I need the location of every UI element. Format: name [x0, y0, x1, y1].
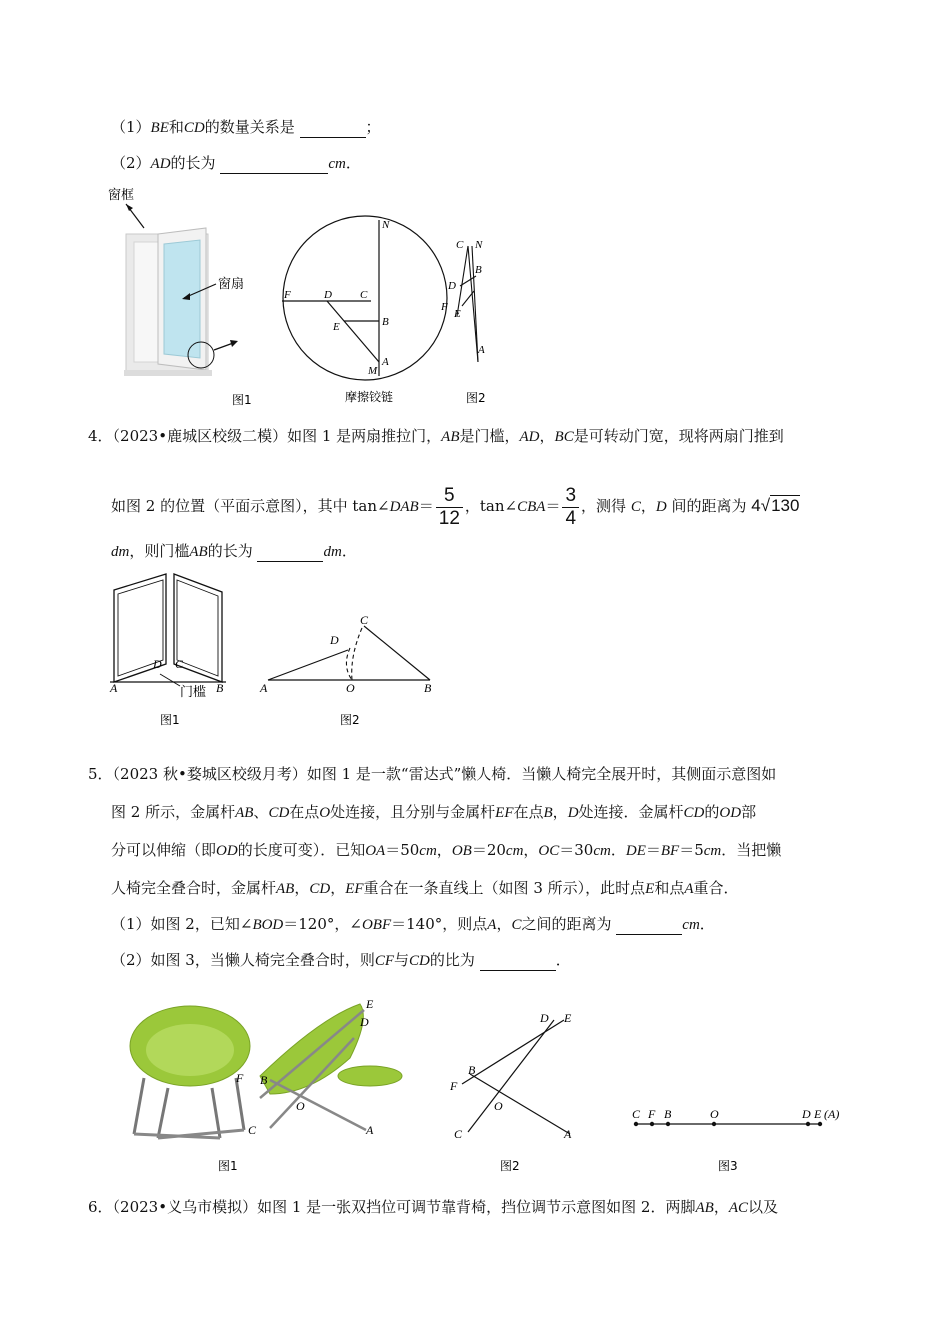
figure-caption: 图1	[160, 713, 180, 727]
part-number: （2）	[111, 154, 151, 172]
label-sash: 窗扇	[218, 277, 245, 292]
var: DAB	[389, 499, 419, 515]
text: 之间的距离为	[521, 915, 612, 933]
point-F: F	[450, 1079, 458, 1093]
var: AB	[276, 881, 295, 897]
question-source: （2023•义乌市模拟）	[112, 1198, 258, 1216]
sqrt-expression	[751, 495, 800, 515]
point-B: B	[664, 1107, 672, 1121]
text: 和点	[654, 879, 685, 897]
text: 以及	[748, 1198, 779, 1216]
fraction-5-12	[436, 485, 463, 530]
q5-part2: （2）如图 3，当懒人椅完全叠合时，则CF与CD的比为 ．	[111, 951, 571, 969]
point-A: A	[260, 681, 268, 695]
question-number: 4．	[88, 427, 113, 445]
point-D: D	[540, 1011, 549, 1025]
text: 间的距离为	[671, 497, 747, 515]
footrest	[338, 1066, 402, 1086]
value: ＝30	[559, 841, 594, 859]
text: ＝140°，则点	[391, 915, 488, 933]
var: OC	[538, 843, 560, 859]
var: CF	[374, 953, 395, 969]
text: 重合．	[693, 879, 739, 897]
text: 的比为	[429, 951, 475, 969]
text: 在点	[513, 803, 544, 821]
figure-caption: 图3	[718, 1159, 738, 1173]
point-O: O	[346, 681, 355, 695]
denominator: 4	[565, 507, 577, 529]
text: ，	[539, 427, 555, 445]
var: EF	[345, 881, 364, 897]
arrow-head	[126, 204, 133, 211]
unit: cm	[505, 843, 524, 859]
figure-caption: 图2	[340, 713, 360, 727]
question-number: 5．	[88, 765, 113, 783]
point-O: O	[296, 1099, 305, 1113]
var: AB	[695, 1200, 714, 1216]
unit: dm	[323, 544, 342, 560]
text: （1）如图 2，已知∠	[111, 915, 253, 933]
text: ，测得	[581, 497, 627, 515]
var: BF	[660, 843, 680, 859]
answer-blank[interactable]	[300, 121, 366, 138]
point-A: A	[382, 356, 389, 368]
q3-figure-2	[438, 236, 498, 410]
frame-inner	[134, 242, 158, 362]
point-O: O	[494, 1099, 503, 1113]
point-B: B	[424, 681, 432, 695]
text: 的长度可变）．已知	[237, 841, 366, 859]
radical-sign: √	[760, 496, 771, 515]
radicand: 130	[771, 496, 800, 515]
point-A-paren: (A)	[824, 1107, 840, 1121]
point-A: A	[478, 344, 485, 356]
segment-CB	[364, 626, 430, 680]
point-C: C	[632, 1107, 641, 1121]
value: ＝5	[679, 841, 704, 859]
point-D: D	[153, 657, 162, 671]
text: ，则门槛	[129, 542, 190, 560]
q5-line4: 人椅完全叠合时，金属杆AB，CD，EF重合在一条直线上（如图 3 所示），此时点E和点A重合．	[111, 879, 739, 897]
var: DE	[625, 843, 646, 859]
point-N: N	[382, 219, 390, 231]
var: CBA	[517, 499, 546, 515]
figure-caption: 图1	[218, 1159, 238, 1173]
point-B: B	[260, 1073, 268, 1087]
var: O	[319, 805, 331, 821]
q5-figure-2	[444, 1008, 594, 1178]
q3-hinge-figure	[278, 220, 458, 410]
dot-F	[650, 1122, 654, 1126]
numerator: 3	[562, 485, 579, 508]
q3-window-figure	[100, 180, 260, 410]
point-E: E	[333, 321, 340, 333]
point-F: F	[441, 301, 448, 313]
var: OA	[365, 843, 386, 859]
var: EF	[495, 805, 514, 821]
text: 如图 1 是一张双挡位可调节靠背椅，挡位调节示意图如图 2．两脚	[257, 1198, 696, 1216]
q4-line2	[111, 478, 800, 534]
text: 的数量关系是	[204, 118, 295, 136]
answer-blank[interactable]	[257, 545, 323, 562]
text: 的长为	[207, 542, 253, 560]
right-door-inner	[177, 580, 218, 676]
text: ．当把懒	[721, 841, 782, 859]
dot-C	[634, 1122, 638, 1126]
point-C: C	[360, 289, 368, 301]
dot-O	[712, 1122, 716, 1126]
point-C: C	[248, 1123, 257, 1137]
var: D	[567, 805, 579, 821]
dashed-arc-D	[346, 648, 352, 680]
label-frame: 窗框	[108, 188, 135, 203]
part-number: （1）	[111, 118, 151, 136]
q4-figure-1	[108, 572, 238, 732]
var: C	[630, 499, 641, 515]
arrow-head	[230, 340, 238, 347]
unit: cm	[703, 843, 722, 859]
text: 的长为	[170, 154, 216, 172]
q5-line2: 图 2 所示，金属杆AB、CD在点O处连接，且分别与金属杆EF在点B，D处连接．金属杆CD的OD部	[111, 803, 757, 821]
var: AB	[189, 544, 208, 560]
denominator: 12	[438, 507, 460, 529]
var: C	[511, 917, 522, 933]
point-A: A	[110, 681, 118, 695]
segment-AD	[268, 650, 348, 680]
point-F: F	[648, 1107, 656, 1121]
point-A: A	[564, 1127, 572, 1141]
var: AC	[728, 1200, 748, 1216]
point-C: C	[175, 657, 184, 671]
point-M: M	[368, 365, 378, 377]
text: 在点	[289, 803, 320, 821]
chair2-bar-BA	[270, 1080, 366, 1130]
label-threshold: 门槛	[180, 685, 207, 700]
point-C: C	[456, 239, 464, 251]
question-number: 6．	[88, 1198, 113, 1216]
q5-figure-3	[628, 1100, 858, 1178]
var: BC	[554, 429, 574, 445]
point-B: B	[468, 1063, 476, 1077]
value: ＝20	[471, 841, 506, 859]
var: OBF	[361, 917, 392, 933]
text: 如图 2 的位置（平面示意图），其中 tan∠	[111, 497, 390, 515]
var: A	[684, 881, 694, 897]
point-B: B	[382, 316, 389, 328]
chair1-cushion	[146, 1024, 234, 1076]
text: 是门槛，	[459, 427, 520, 445]
segment-BA	[470, 1074, 570, 1134]
q6-line1: 6．（2023•义乌市模拟）如图 1 是一张双挡位可调节靠背椅，挡位调节示意图如图 2．两脚AB，AC以及	[88, 1198, 779, 1216]
unit: cm	[328, 156, 346, 172]
question-source: （2023 秋•婺城区校级月考）	[112, 765, 307, 783]
var: OB	[451, 843, 472, 859]
var: AD	[150, 156, 171, 172]
text: 部	[741, 803, 757, 821]
point-E: E	[366, 997, 374, 1011]
point-B: B	[216, 681, 224, 695]
answer-blank[interactable]	[616, 918, 682, 935]
dot-D	[806, 1122, 810, 1126]
var: CD	[309, 881, 331, 897]
text: 分可以伸缩（即	[111, 841, 217, 859]
point-D: D	[802, 1107, 811, 1121]
text: 处连接．金属杆	[578, 803, 684, 821]
text: 重合在一条直线上（如图 3 所示），此时点	[363, 879, 646, 897]
var: OD	[719, 805, 742, 821]
window-sill	[124, 370, 212, 376]
q5-line3: 分可以伸缩（即OD的长度可变）．已知OA＝50cm，OB＝20cm，OC＝30cm．DE＝BF＝5cm．当把懒	[111, 841, 782, 859]
point-F: F	[236, 1071, 244, 1085]
answer-blank[interactable]	[480, 954, 556, 971]
q3-part1	[111, 117, 381, 138]
chair1-base	[134, 1130, 244, 1138]
unit: cm	[682, 917, 700, 933]
point-C: C	[360, 613, 369, 627]
q5-figure-1	[120, 998, 410, 1178]
point-D: D	[448, 280, 456, 292]
var: D	[655, 499, 667, 515]
text: ＝	[545, 497, 561, 515]
threshold-pointer	[160, 674, 180, 686]
point-F: F	[284, 289, 291, 301]
var: AD	[519, 429, 540, 445]
numerator: 5	[436, 485, 463, 508]
text: 如图 1 是一款“雷达式”懒人椅．当懒人椅完全展开时，其侧面示意图如	[306, 765, 777, 783]
dot-E	[818, 1122, 822, 1126]
text: 与	[394, 951, 410, 969]
var: CD	[409, 953, 430, 969]
point-O: O	[710, 1107, 719, 1121]
text: ．	[341, 542, 357, 560]
chair1-legs	[134, 1078, 244, 1138]
text: ＝120°，∠	[283, 915, 362, 933]
q5-part1: （1）如图 2，已知∠BOD＝120°，∠OBF＝140°，则点A，C之间的距离为 cm．	[111, 915, 715, 933]
var: BE	[150, 120, 169, 136]
unit: dm	[111, 544, 130, 560]
dashed-arc-C	[352, 628, 362, 680]
point-D: D	[324, 289, 332, 301]
var: B	[543, 805, 553, 821]
q5-line1	[88, 764, 776, 784]
var: A	[487, 917, 497, 933]
value: ＝50	[385, 841, 420, 859]
var: AB	[235, 805, 254, 821]
dot-B	[666, 1122, 670, 1126]
point-C: C	[454, 1127, 463, 1141]
point-B: B	[475, 264, 482, 276]
figure-caption: 图1	[232, 393, 252, 407]
text: （2）如图 3，当懒人椅完全叠合时，则	[111, 951, 375, 969]
point-E: E	[814, 1107, 822, 1121]
var: BOD	[252, 917, 284, 933]
point-E: E	[454, 308, 461, 320]
text: 图 2 所示，金属杆	[111, 803, 236, 821]
q4-figure-2	[258, 608, 448, 732]
segment-FE	[462, 1020, 564, 1084]
point-D: D	[330, 633, 339, 647]
coefficient: 4	[751, 496, 761, 515]
q4-line1	[88, 426, 784, 447]
text: 和	[168, 118, 184, 136]
q4-line3	[111, 541, 357, 562]
text: ，tan∠	[464, 497, 518, 515]
unit: cm	[593, 843, 611, 859]
text: 如图 1 是两扇推拉门，	[287, 427, 442, 445]
figure-caption: 摩擦铰链	[345, 390, 394, 404]
point-E: E	[564, 1011, 572, 1025]
text: ．	[345, 154, 361, 172]
unit: cm	[419, 843, 437, 859]
text: 处连接，且分别与金属杆	[330, 803, 496, 821]
text: ，	[640, 497, 656, 515]
point-D: D	[360, 1015, 369, 1029]
point-A: A	[366, 1123, 374, 1137]
var: CD	[268, 805, 290, 821]
var: OD	[216, 843, 238, 859]
var: CD	[183, 120, 205, 136]
var: E	[645, 881, 655, 897]
question-source: （2023•鹿城区校级二模）	[112, 427, 288, 445]
var: CD	[683, 805, 705, 821]
segment-CD	[468, 1020, 554, 1132]
figure-caption: 图2	[466, 391, 486, 405]
answer-blank[interactable]	[220, 157, 328, 174]
var: AB	[441, 429, 460, 445]
text: ；	[365, 118, 381, 136]
text: ＝	[418, 497, 434, 515]
figure-caption: 图2	[500, 1159, 520, 1173]
fraction-3-4	[562, 485, 579, 530]
text: 人椅完全叠合时，金属杆	[111, 879, 277, 897]
q3-part2	[111, 153, 361, 174]
text: 是可转动门宽，现将两扇门推到	[573, 427, 784, 445]
point-N: N	[475, 239, 483, 251]
